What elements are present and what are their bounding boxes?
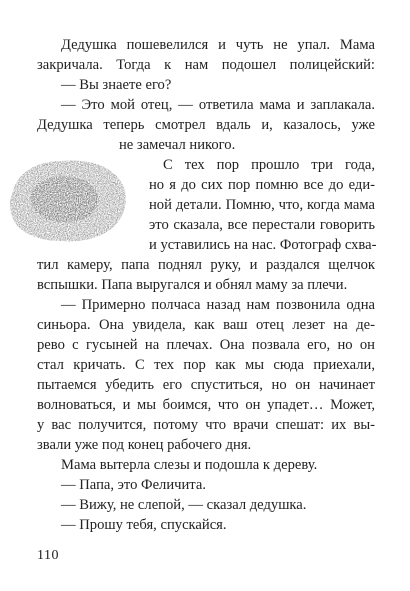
text-line: волноваться, и мы боимся, что он упадет… Может,: [37, 397, 375, 413]
text-line: пытаемся убедить его спуститься, но он начинает: [37, 377, 375, 393]
text-line: рево с гусыней на плечах. Она позвала его, но он: [37, 337, 375, 353]
text-line: это сказала, все перестали говорить: [149, 217, 375, 233]
page-number: 110: [37, 548, 59, 563]
text-line: вспышки. Папа выругался и обнял маму за плечи.: [37, 277, 348, 293]
text-line: звали уже под конец рабочего дня.: [37, 437, 252, 453]
text-line: у вас получится, потому что врачи спешат: их вы-: [37, 417, 375, 433]
text-line: — Примерно полчаса назад нам позвонила одна: [61, 297, 375, 313]
text-line: — Прошу тебя, спускайся.: [61, 517, 227, 533]
ink-blot-illustration: [3, 149, 131, 249]
text-line: закричала. Тогда к нам подошел полицейский:: [37, 57, 375, 73]
text-line: — Папа, это Феличита.: [61, 477, 206, 493]
text-line: — Вижу, не слепой, — сказал дедушка.: [61, 497, 307, 513]
text-line: тил камеру, папа поднял руку, и раздался щелчок: [37, 257, 375, 273]
text-line: синьора. Она увидела, как ваш отец лезет на де-: [37, 317, 375, 333]
text-line: не замечал никого.: [119, 137, 236, 153]
text-line: стал кричать. С тех пор как мы сюда приехали,: [37, 357, 375, 373]
text-line: С тех пор прошло три года,: [163, 157, 375, 173]
text-line: и уставились на нас. Фотограф схва-: [149, 237, 377, 253]
text-line: — Вы знаете его?: [61, 77, 172, 93]
text-line: — Это мой отец, — ответила мама и заплакала.: [61, 97, 375, 113]
text-line: но я до сих пор помню все до еди-: [149, 177, 375, 193]
text-line: ной детали. Помню, что, когда мама: [149, 197, 375, 213]
text-line: Мама вытерла слезы и подошла к дереву.: [61, 457, 318, 473]
text-line: Дедушка теперь смотрел вдаль и, казалось, уже: [37, 117, 375, 133]
text-line: Дедушка пошевелился и чуть не упал. Мама: [61, 37, 375, 53]
